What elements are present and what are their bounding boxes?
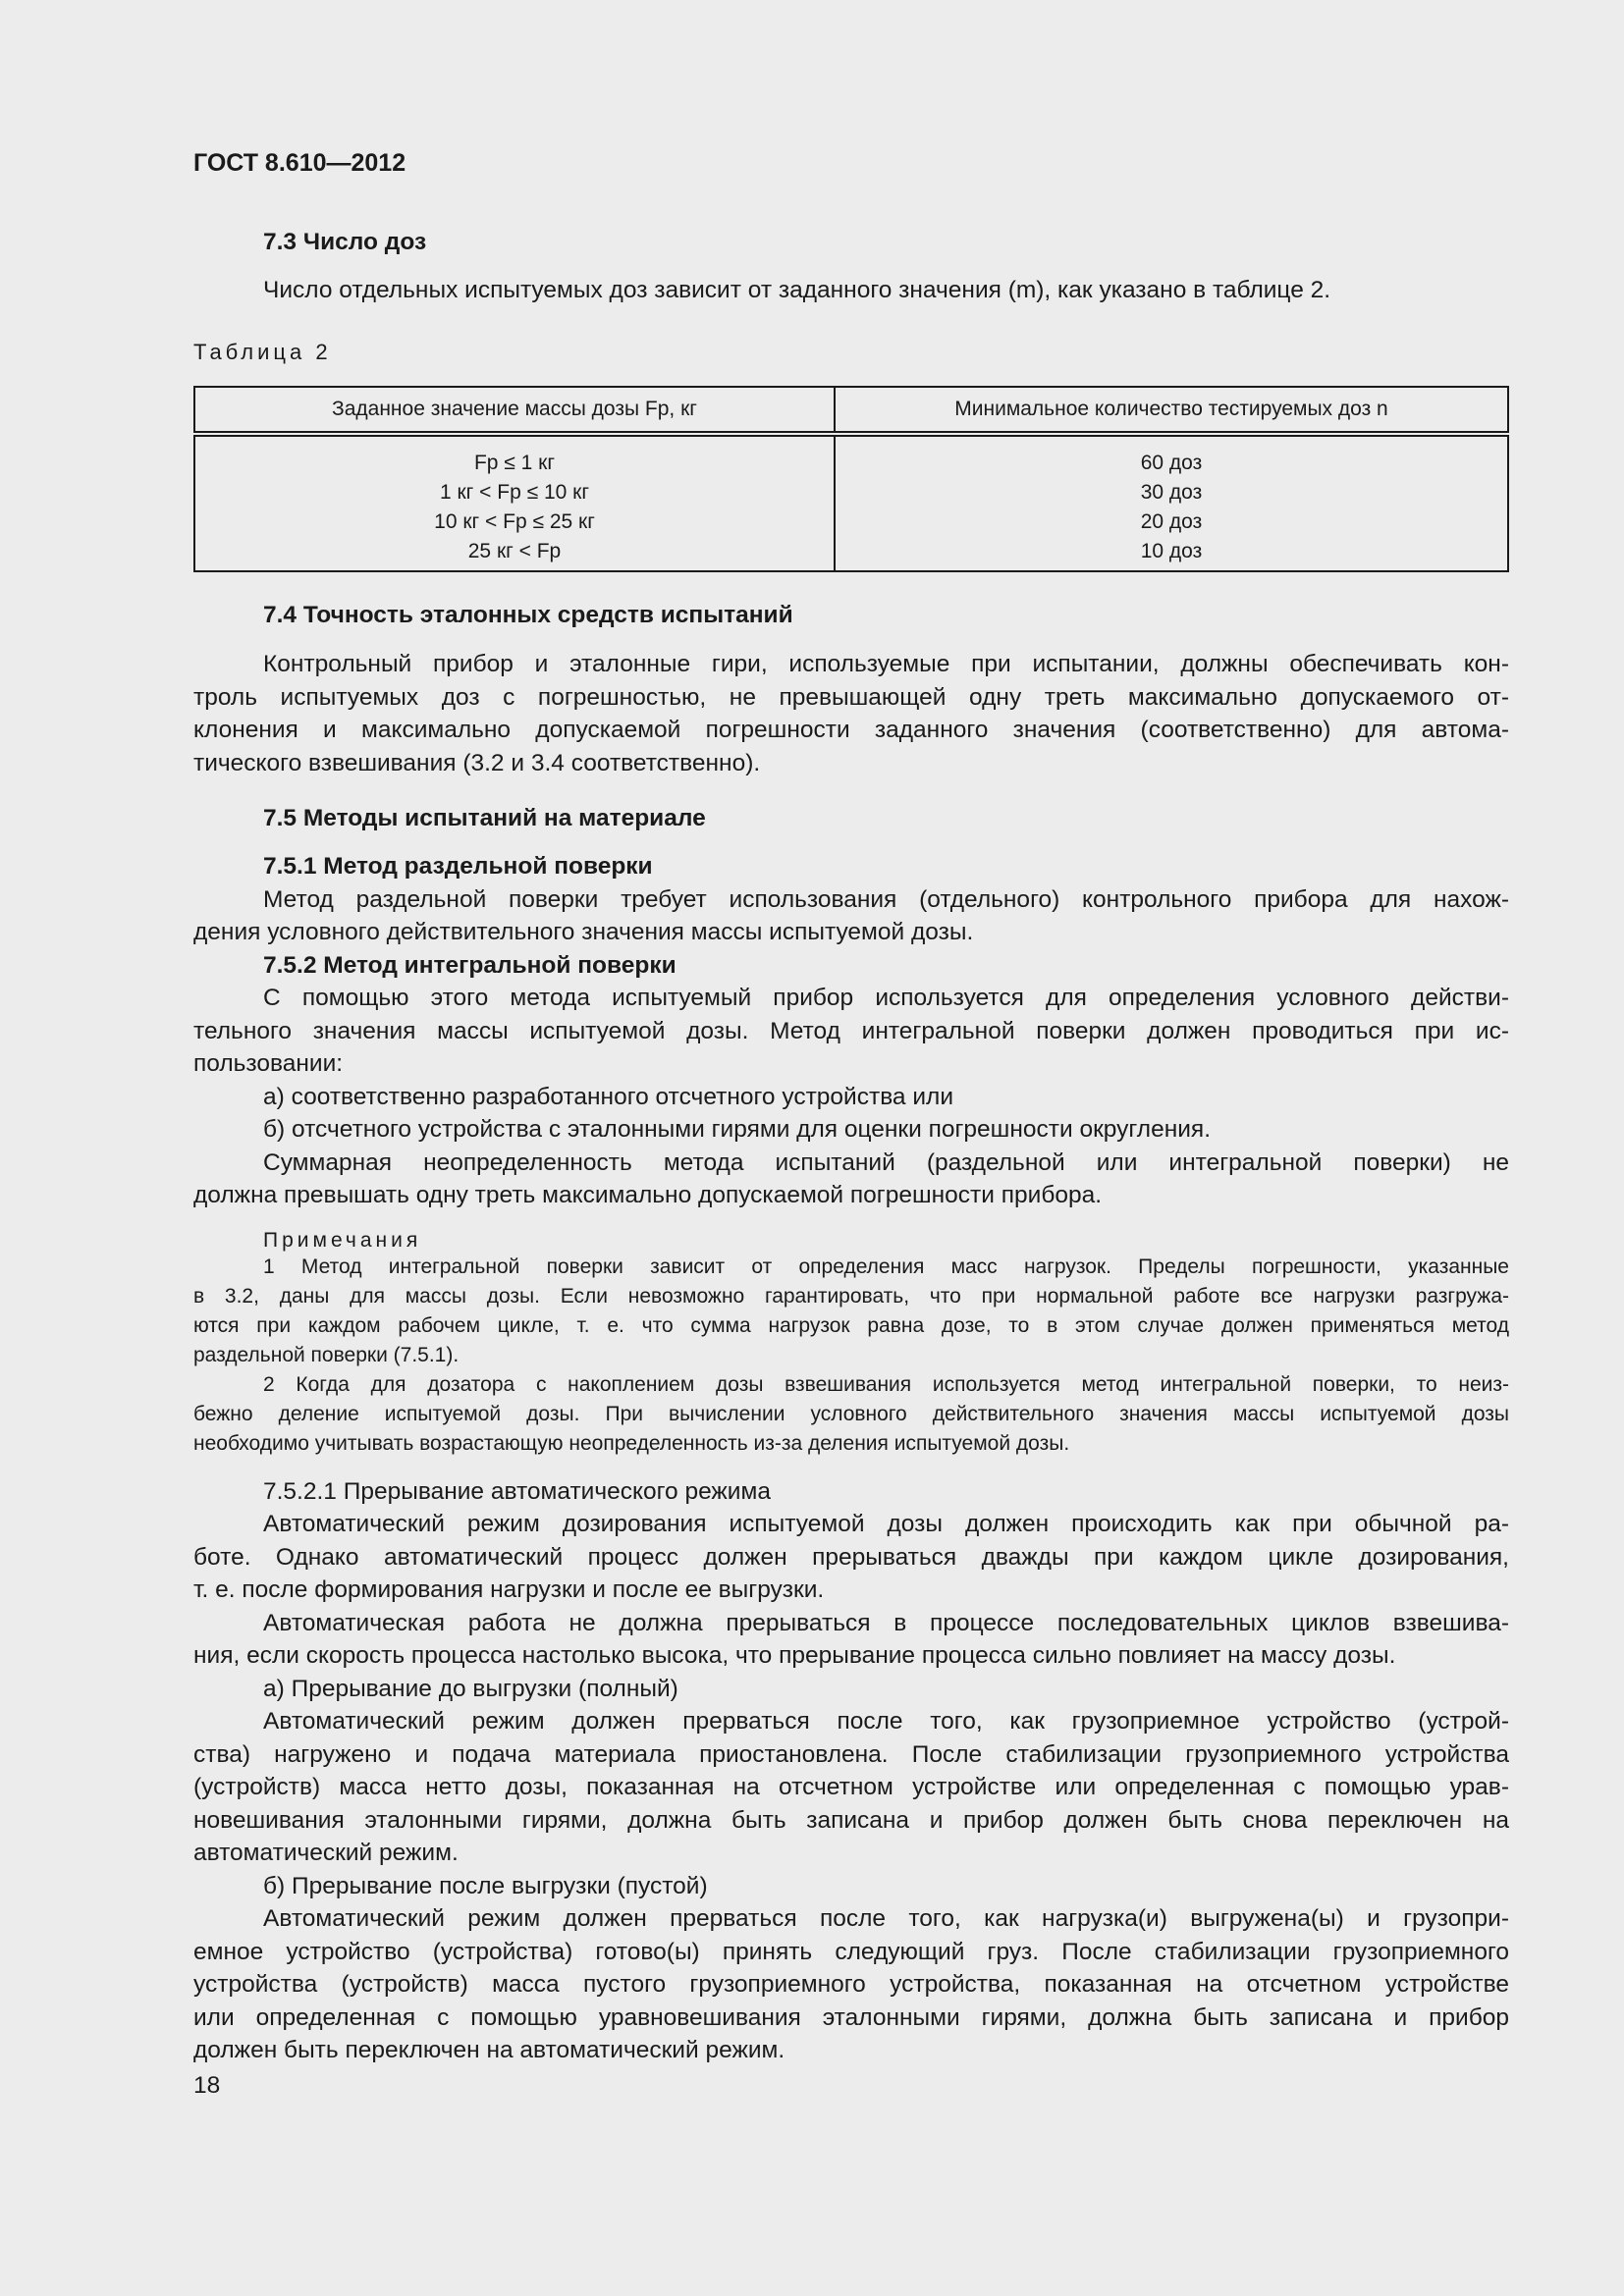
list-item-b: б) отсчетного устройства с эталонными гирями для оценки погрешности округления. — [263, 1116, 1212, 1143]
paragraph-line: троль испытуемых доз с погрешностью, не превышающей одну треть максимально допускаемого от- — [193, 684, 1509, 711]
paragraph-line: или определенная с помощью уравновешивания эталонными гирями, должна быть записана и прибор — [193, 2004, 1509, 2031]
page-number: 18 — [193, 2072, 221, 2099]
paragraph-line: Автоматический режим должен прерваться после того, как нагрузка(и) выгружена(ы) и грузопри- — [263, 1905, 1509, 1932]
table-col2-values — [835, 434, 1508, 571]
table-header-col2: Минимальное количество тестируемых доз n — [835, 387, 1508, 434]
section-7-5-2-heading: 7.5.2 Метод интегральной поверки — [263, 952, 677, 979]
paragraph-line: Автоматический режим дозирования испытуемой дозы должен происходить как при обычной ра- — [263, 1511, 1509, 1537]
table-cell: 10 доз — [1140, 540, 1203, 562]
paragraph-line: тического взвешивания (3.2 и 3.4 соответственно). — [193, 750, 761, 776]
section-7-3-text: Число отдельных испытуемых доз зависит от заданного значения (m), как указано в таблице 2. — [263, 277, 1331, 303]
note-line: необходимо учитывать возрастающую неопределенность из-за деления испытуемой дозы. — [193, 1432, 1070, 1455]
note-line: ются при каждом рабочем цикле, т. е. что сумма нагрузок равна дозе, то в этом случае должен применяться метод — [193, 1314, 1509, 1337]
paragraph-line: Суммарная неопределенность метода испытаний (раздельной или интегральной поверки) не — [263, 1149, 1509, 1176]
note-line: бежно деление испытуемой дозы. При вычислении условного действительного значения массы испытуемой дозы — [193, 1403, 1509, 1425]
table-header-col1: Заданное значение массы дозы Fp, кг — [194, 387, 835, 434]
table-cell: 20 доз — [1140, 510, 1203, 533]
paragraph-line: Метод раздельной поверки требует использования (отдельного) контрольного прибора для нахож- — [263, 886, 1509, 913]
table-2 — [193, 386, 1509, 572]
paragraph-line: т. е. после формирования нагрузки и после ее выгрузки. — [193, 1576, 825, 1603]
list-item-a: а) соответственно разработанного отсчетного устройства или — [263, 1084, 954, 1110]
subsection-a-title: а) Прерывание до выгрузки (полный) — [263, 1676, 678, 1702]
paragraph-line: Автоматический режим должен прерваться после того, как грузоприемное устройство (устрой- — [263, 1708, 1509, 1735]
note-line: раздельной поверки (7.5.1). — [193, 1344, 460, 1366]
note-line: в 3.2, даны для массы дозы. Если невозможно гарантировать, что при нормальной работе все нагрузки разгружа- — [193, 1285, 1509, 1308]
notes-title: Примечания — [263, 1229, 422, 1252]
paragraph-line: дения условного действительного значения массы испытуемой дозы. — [193, 919, 974, 945]
paragraph-line: новешивания эталонными гирями, должна быть записана и прибор должен быть снова переключен на — [193, 1807, 1509, 1834]
table-caption: Таблица 2 — [193, 340, 332, 364]
table-cell: 30 доз — [1140, 481, 1203, 504]
section-7-3-heading: 7.3 Число доз — [263, 229, 427, 255]
table-col1-values — [194, 434, 835, 571]
paragraph-line: устройства (устройств) масса пустого грузоприемного устройства, показанная на отсчетном устройстве — [193, 1971, 1509, 1998]
table-cell: Fp ≤ 1 кг — [473, 452, 556, 474]
paragraph-line: Автоматическая работа не должна прерываться в процессе последовательных циклов взвешива- — [263, 1610, 1509, 1636]
section-7-5-heading: 7.5 Методы испытаний на материале — [263, 805, 706, 831]
section-7-5-1-heading: 7.5.1 Метод раздельной поверки — [263, 853, 653, 880]
paragraph-line: клонения и максимально допускаемой погрешности заданного значения (соответственно) для автома- — [193, 717, 1509, 743]
section-7-5-2-1-heading: 7.5.2.1 Прерывание автоматического режима — [263, 1478, 771, 1505]
paragraph-line: Контрольный прибор и эталонные гири, используемые при испытании, должны обеспечивать кон- — [263, 651, 1509, 677]
paragraph-line: С помощью этого метода испытуемый прибор используется для определения условного действи- — [263, 985, 1509, 1011]
subsection-b-title: б) Прерывание после выгрузки (пустой) — [263, 1873, 708, 1899]
table-cell: 10 кг < Fp ≤ 25 кг — [434, 510, 595, 533]
paragraph-line: автоматический режим. — [193, 1840, 459, 1866]
paragraph-line: емное устройство (устройства) готово(ы) принять следующий груз. После стабилизации грузоприемного — [193, 1939, 1509, 1965]
paragraph-line: пользовании: — [193, 1050, 344, 1077]
section-7-4-heading: 7.4 Точность эталонных средств испытаний — [263, 602, 793, 628]
paragraph-line: (устройств) масса нетто дозы, показанная на отсчетном устройстве или определенная с помощью урав- — [193, 1774, 1509, 1800]
note-line: 1 Метод интегральной поверки зависит от определения масс нагрузок. Пределы погрешности, указанные — [263, 1255, 1509, 1278]
paragraph-line: боте. Однако автоматический процесс должен прерываться дважды при каждом цикле дозирования, — [193, 1544, 1509, 1571]
note-line: 2 Когда для дозатора с накоплением дозы взвешивания используется метод интегральной поверки, то неиз- — [263, 1373, 1509, 1396]
paragraph-line: должна превышать одну треть максимально допускаемой погрешности прибора. — [193, 1182, 1103, 1208]
paragraph-line: ния, если скорость процесса настолько высока, что прерывание процесса сильно повлияет на массу дозы. — [193, 1642, 1396, 1669]
table-cell: 60 доз — [1140, 452, 1203, 474]
table-cell: 25 кг < Fp — [467, 540, 562, 562]
table-cell: 1 кг < Fp ≤ 10 кг — [439, 481, 590, 504]
paragraph-line: должен быть переключен на автоматический режим. — [193, 2037, 785, 2063]
paragraph-line: тельного значения массы испытуемой дозы. Метод интегральной поверки должен проводиться при ис- — [193, 1018, 1509, 1044]
paragraph-line: ства) нагружено и подача материала приостановлена. После стабилизации грузоприемного устройства — [193, 1741, 1509, 1768]
document-header: ГОСТ 8.610—2012 — [193, 149, 406, 177]
